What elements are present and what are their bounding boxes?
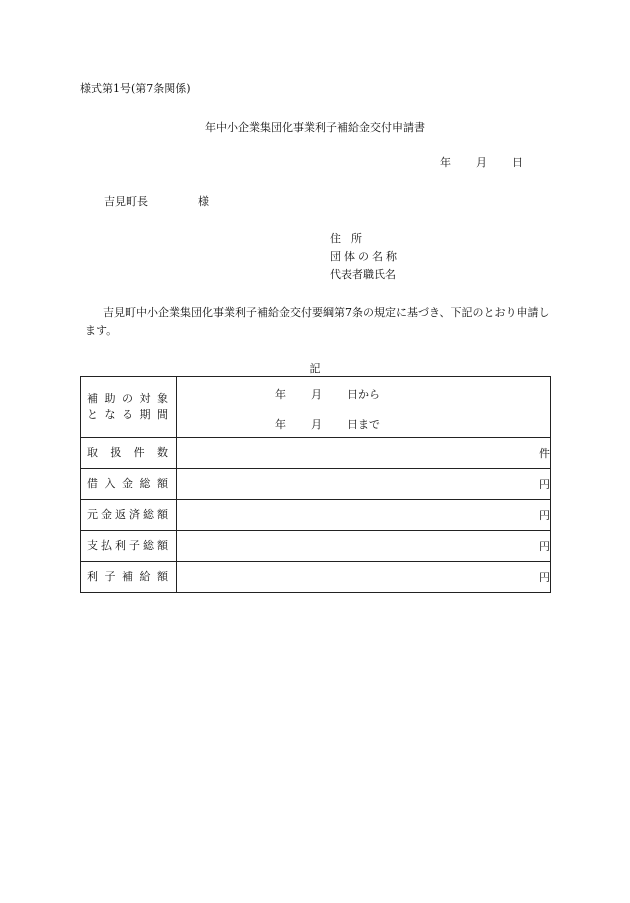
table-row: [81, 562, 551, 593]
date-month: 月: [476, 156, 487, 169]
representative-label: 代表者職氏名: [330, 268, 396, 281]
period-to-day: 日まで: [347, 418, 380, 431]
period-label-line2: となる期間: [87, 408, 168, 421]
row-unit: 円: [177, 531, 551, 562]
period-to: [275, 416, 380, 432]
table-row: [81, 500, 551, 531]
period-to-year: 年: [275, 418, 286, 431]
date-day: 日: [512, 156, 523, 169]
period-to-month: 月: [311, 418, 322, 431]
period-from-year: 年: [275, 388, 286, 401]
period-label-cell: [81, 377, 177, 438]
application-statement: 吉見町中小企業集団化事業利子補給金交付要綱第7条の規定に基づき、下記のとおり申請します。: [85, 306, 550, 337]
period-from-day: 日から: [347, 388, 380, 401]
table-row-period: [81, 377, 551, 438]
addressee-honorific: 様: [198, 195, 209, 208]
date-year: 年: [440, 156, 451, 169]
table-row: [81, 469, 551, 500]
period-from: [275, 386, 380, 402]
address-label: 住所: [330, 232, 372, 245]
addressee: [104, 195, 209, 209]
row-unit: 件: [177, 438, 551, 469]
period-from-month: 月: [311, 388, 322, 401]
application-details-table: [80, 376, 551, 593]
row-label: 元金返済総額: [87, 508, 168, 521]
period-label-line1: 補助の対象: [87, 392, 168, 405]
period-value-cell: [177, 377, 551, 438]
row-unit: 円: [177, 469, 551, 500]
document-title: 年中小企業集団化事業利子補給金交付申請書: [205, 121, 425, 134]
row-unit: 円: [177, 500, 551, 531]
row-label: 利子補給額: [87, 570, 168, 583]
row-label: 取扱件数: [87, 446, 168, 459]
org-name-label: 団体の名称: [330, 250, 400, 263]
addressee-name: 吉見町長: [104, 195, 148, 208]
row-unit: 円: [177, 562, 551, 593]
ki-heading: 記: [309, 362, 321, 375]
row-label: 借入金総額: [87, 477, 168, 490]
applicant-block: [330, 230, 400, 284]
table-row: [81, 438, 551, 469]
row-label: 支払利子総額: [87, 539, 168, 552]
form-number: 様式第1号(第7条関係): [80, 82, 191, 95]
table-row: [81, 531, 551, 562]
date-line: [440, 156, 523, 170]
